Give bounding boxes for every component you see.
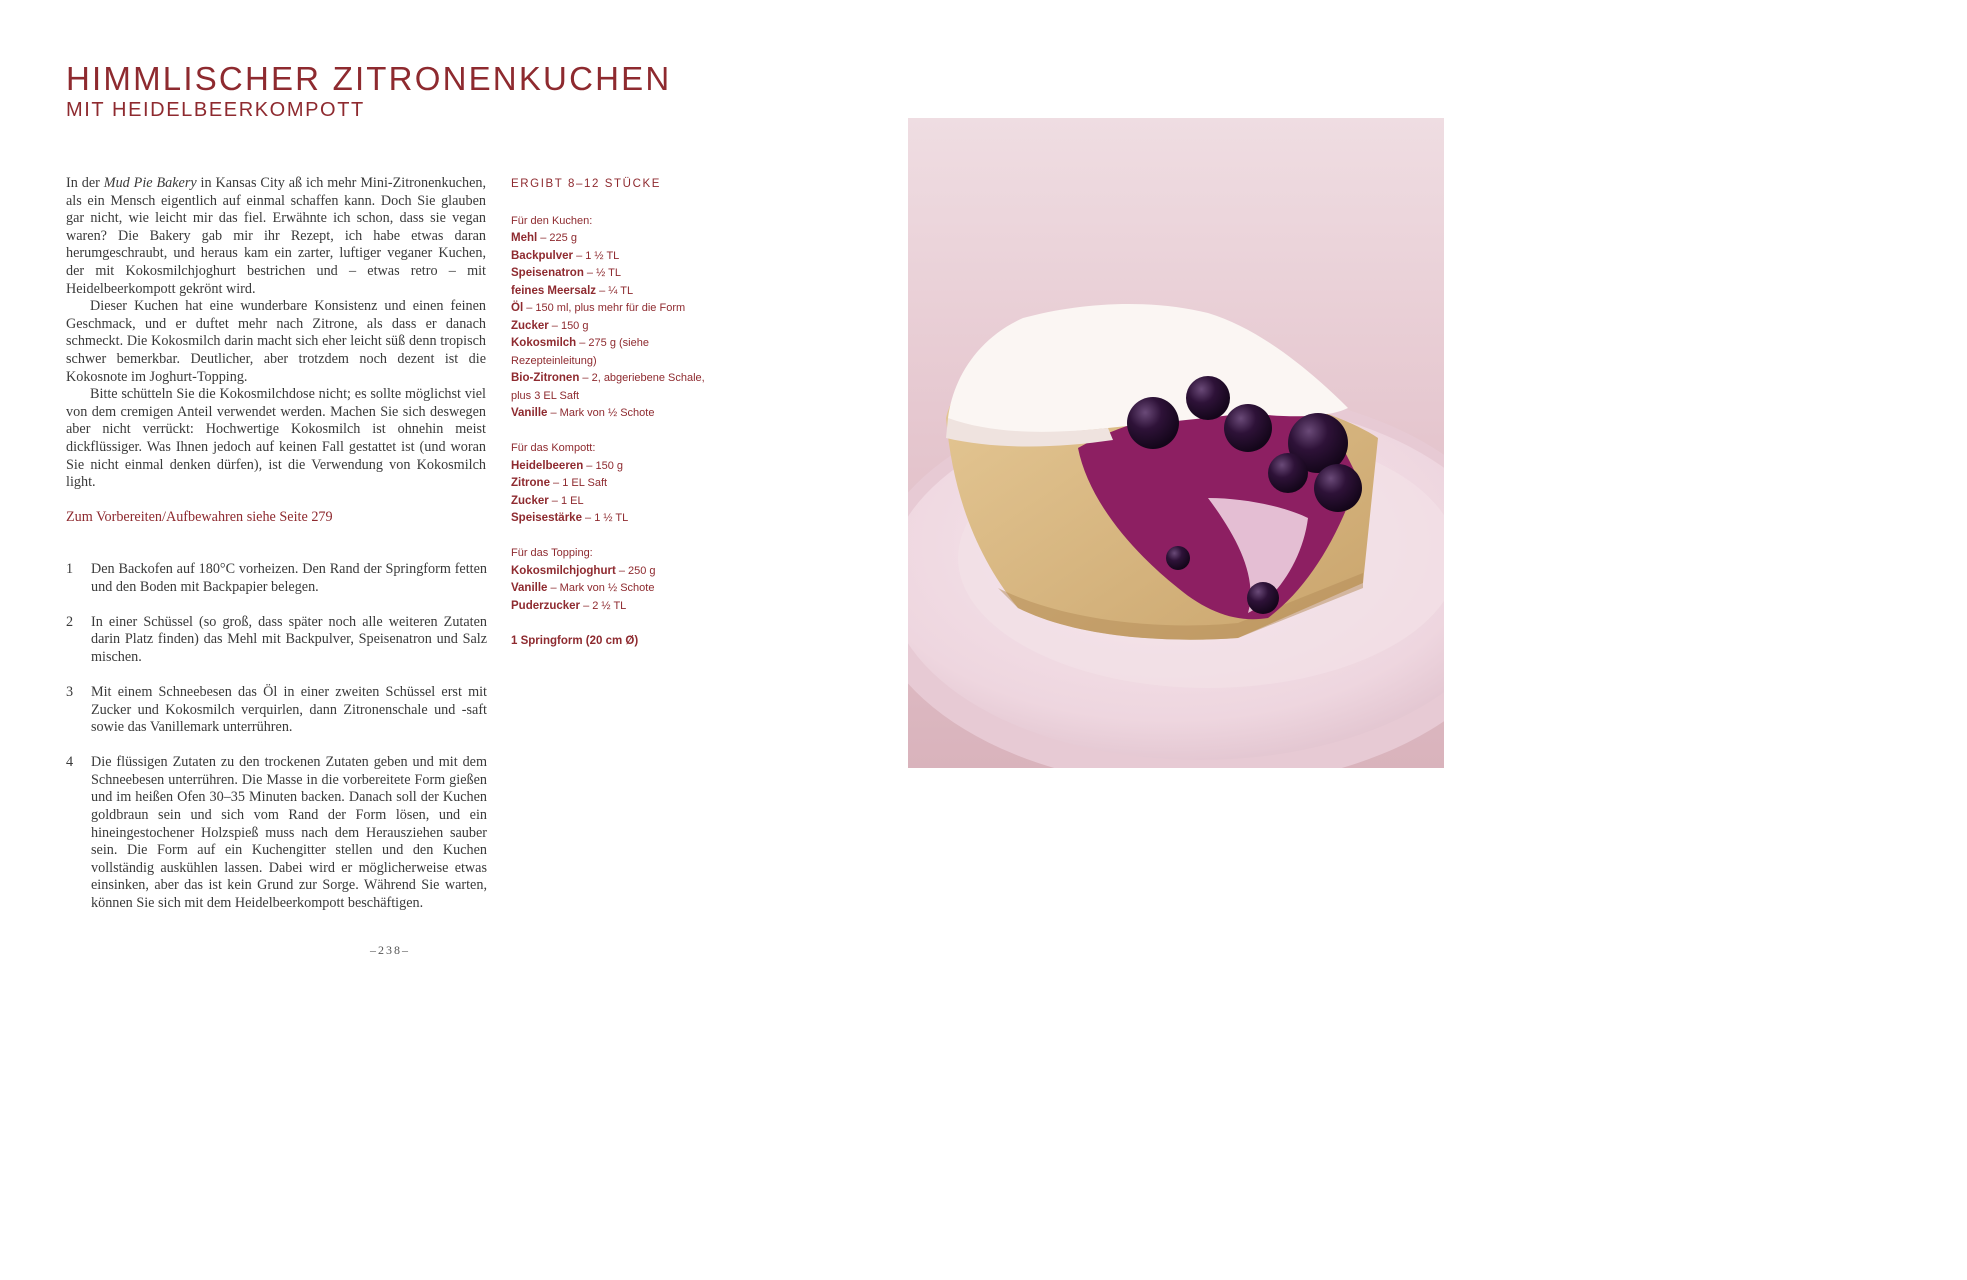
method-step	[66, 561, 487, 596]
blueberry	[1247, 582, 1279, 614]
equipment-note: 1 Springform (20 cm Ø)	[511, 634, 639, 647]
ingredient-item	[511, 318, 721, 336]
step-text: Die flüssigen Zutaten zu den trockenen Zutaten geben und mit dem Schneebesen unterrühren. Die Masse in die vorbereitete Form gießen und im heißen Ofen 30–35 Minuten backen. Danach soll der Kuchen goldbraun sein und sich vom Rand der Form lösen, und ein hineingestochener Holzspieß muss nach dem Herausziehen sauber sein. Die Form auf ein Kuchengitter stellen und den Kuchen vollständig auskühlen lassen. Dabei wird er möglicherweise etwas einsinken, aber das ist kein Grund zur Sorge. Während Sie warten, können Sie sich mit dem Heidelbeerkompott beschäftigen.	[91, 754, 487, 911]
ingredient-amount: – Mark von ½ Schote	[547, 582, 655, 594]
blueberry	[1127, 397, 1179, 449]
method-step	[66, 684, 487, 737]
ingredient-item	[511, 230, 721, 248]
ingredient-item	[511, 493, 721, 511]
ingredient-group-compote	[511, 440, 721, 528]
step-text: In einer Schüssel (so groß, dass später noch alle weiteren Zutaten darin Platz finden) das Mehl mit Backpulver, Speisenatron und Salz mischen.	[91, 613, 487, 665]
ingredient-item	[511, 370, 721, 405]
ingredient-amount: – ¼ TL	[596, 284, 634, 297]
ingredient-amount: – 1 ½ TL	[581, 512, 629, 524]
ingredient-item	[511, 283, 721, 301]
intro-text	[66, 175, 486, 492]
intro-paragraph: Bitte schütteln Sie die Kokosmilchdose nicht; es sollte möglichst viel von dem cremigen Anteil verwendet werden. Machen Sie sich deswegen aber nicht verrückt: Hochwertige Kokosmilch ist ohnehin meist dickflüssiger. Was Ihnen jedoch auf keinen Fall gestattet ist (und woran Sie nicht einmal denken dürfen), ist die Verwendung von Kokosmilch light.	[66, 386, 486, 491]
ingredient-group-heading: Für den Kuchen:	[511, 214, 593, 227]
blueberry	[1186, 376, 1230, 420]
ingredient-name: Puderzucker	[511, 599, 581, 612]
ingredient-item	[511, 405, 721, 423]
ingredient-name: Zucker	[511, 494, 549, 507]
ingredient-name: Mehl	[511, 232, 538, 244]
ingredient-item	[511, 580, 721, 598]
intro-paragraph	[66, 175, 486, 298]
step-text: Mit einem Schneebesen das Öl in einer zweiten Schüssel erst mit Zucker und Kokosmilch verquirlen, dann Zitronenschale und -saft sowie das Vanillemark unterrühren.	[91, 683, 487, 736]
blueberry	[1166, 546, 1190, 570]
ingredient-group-cake	[511, 213, 721, 423]
ingredient-name: feines Meersalz	[511, 284, 597, 297]
cake-photo	[908, 118, 1444, 768]
method-step	[66, 754, 487, 912]
ingredient-item	[511, 475, 721, 493]
method-steps	[66, 561, 487, 913]
ingredient-amount: – 225 g	[537, 232, 577, 244]
ingredient-item	[511, 458, 721, 476]
ingredient-amount: – 2 ½ TL	[580, 599, 627, 612]
blueberry	[1314, 464, 1362, 512]
ingredient-item	[511, 598, 721, 616]
page-number: –238–	[370, 943, 410, 957]
step-number: 4	[66, 754, 74, 771]
ingredient-amount: – 150 g	[583, 459, 623, 472]
step-number: 2	[66, 613, 74, 630]
ingredient-item	[511, 510, 721, 528]
ingredient-amount: – 150 g	[548, 319, 589, 332]
ingredient-name: Speisenatron	[511, 267, 584, 279]
ingredient-name: Zitrone	[511, 477, 550, 489]
ingredients-panel	[511, 176, 721, 650]
step-text: Den Backofen auf 180°C vorheizen. Den Rand der Springform fetten und den Boden mit Backpapier belegen.	[91, 561, 487, 595]
ingredient-amount: – 275 g (siehe Rezepteinleitung)	[511, 337, 649, 367]
intro-text-segment: In der	[66, 175, 104, 191]
yield-label: ERGIBT 8–12 STÜCKE	[511, 178, 662, 190]
ingredient-amount: – 1 EL Saft	[549, 477, 608, 489]
ingredient-item	[511, 335, 721, 370]
ingredient-name: Bio-Zitronen	[511, 372, 580, 384]
ingredient-amount: – 2, abgeriebene Schale, plus 3 EL Saft	[511, 372, 705, 402]
ingredient-group-heading: Für das Kompott:	[511, 442, 596, 454]
ingredient-group-heading: Für das Topping:	[511, 547, 593, 559]
ingredient-name: Kokosmilchjoghurt	[511, 564, 616, 577]
recipe-subtitle: MIT HEIDELBEERKOMPOTT	[66, 99, 365, 121]
method-step	[66, 614, 487, 667]
intro-text-segment: in Kansas City aß ich mehr Mini-Zitronenkuchen, als ein Mensch eigentlich auf einmal schaffen kann. Doch Sie glauben gar nicht, wie leicht mir das fiel. Erwähnte ich schon, dass sie vegan waren? Die Bakery gab mir ihr Rezept, ich habe etwas daran herumgeschraubt, und heraus kam ein zarter, luftiger veganer Kuchen, der mit Kokosmilchjoghurt bestrichen und – etwas retro – mit Heidelbeerkompott gekrönt wird.	[66, 175, 487, 297]
ingredient-amount: – Mark von ½ Schote	[547, 407, 655, 419]
ingredient-item	[511, 563, 721, 581]
intro-paragraph: Dieser Kuchen hat eine wunderbare Konsistenz und einen feinen Geschmack, und er duftet mehr nach Zitrone, als dass er danach schmeckt. Die Kokosmilch darin macht sich eher leicht süß denn tropisch schwer bemerkbar. Deutlicher, aber trotzdem noch dezent ist die Kokosnote im Joghurt-Topping.	[66, 298, 486, 385]
step-number: 3	[66, 683, 74, 700]
ingredient-amount: – 1 EL	[548, 494, 584, 507]
ingredient-name: Speisestärke	[511, 512, 582, 524]
step-number: 1	[66, 561, 74, 577]
ingredient-name: Heidelbeeren	[511, 459, 584, 472]
blueberry	[1224, 404, 1272, 452]
ingredient-name: Vanille	[511, 407, 548, 419]
ingredient-group-topping	[511, 545, 721, 615]
ingredient-item	[511, 248, 721, 266]
bakery-name: Mud Pie Bakery	[103, 175, 197, 191]
ingredient-amount: – 150 ml, plus mehr für die Form	[523, 302, 686, 314]
ingredient-amount: – 1 ½ TL	[573, 249, 620, 262]
ingredient-item	[511, 300, 721, 318]
ingredient-name: Backpulver	[511, 249, 574, 262]
ingredient-item	[511, 265, 721, 283]
ingredient-amount: – ½ TL	[583, 267, 621, 279]
recipe-title: HIMMLISCHER ZITRONENKUCHEN	[66, 60, 672, 97]
ingredient-amount: – 250 g	[615, 564, 656, 577]
ingredient-name: Öl	[511, 302, 524, 314]
cake-photo-illustration	[908, 118, 1444, 768]
ingredient-name: Zucker	[511, 319, 549, 332]
ingredient-name: Kokosmilch	[511, 337, 577, 349]
ingredient-name: Vanille	[511, 582, 548, 594]
blueberry	[1268, 453, 1308, 493]
prep-reference: Zum Vorbereiten/Aufbewahren siehe Seite 279	[66, 509, 333, 525]
